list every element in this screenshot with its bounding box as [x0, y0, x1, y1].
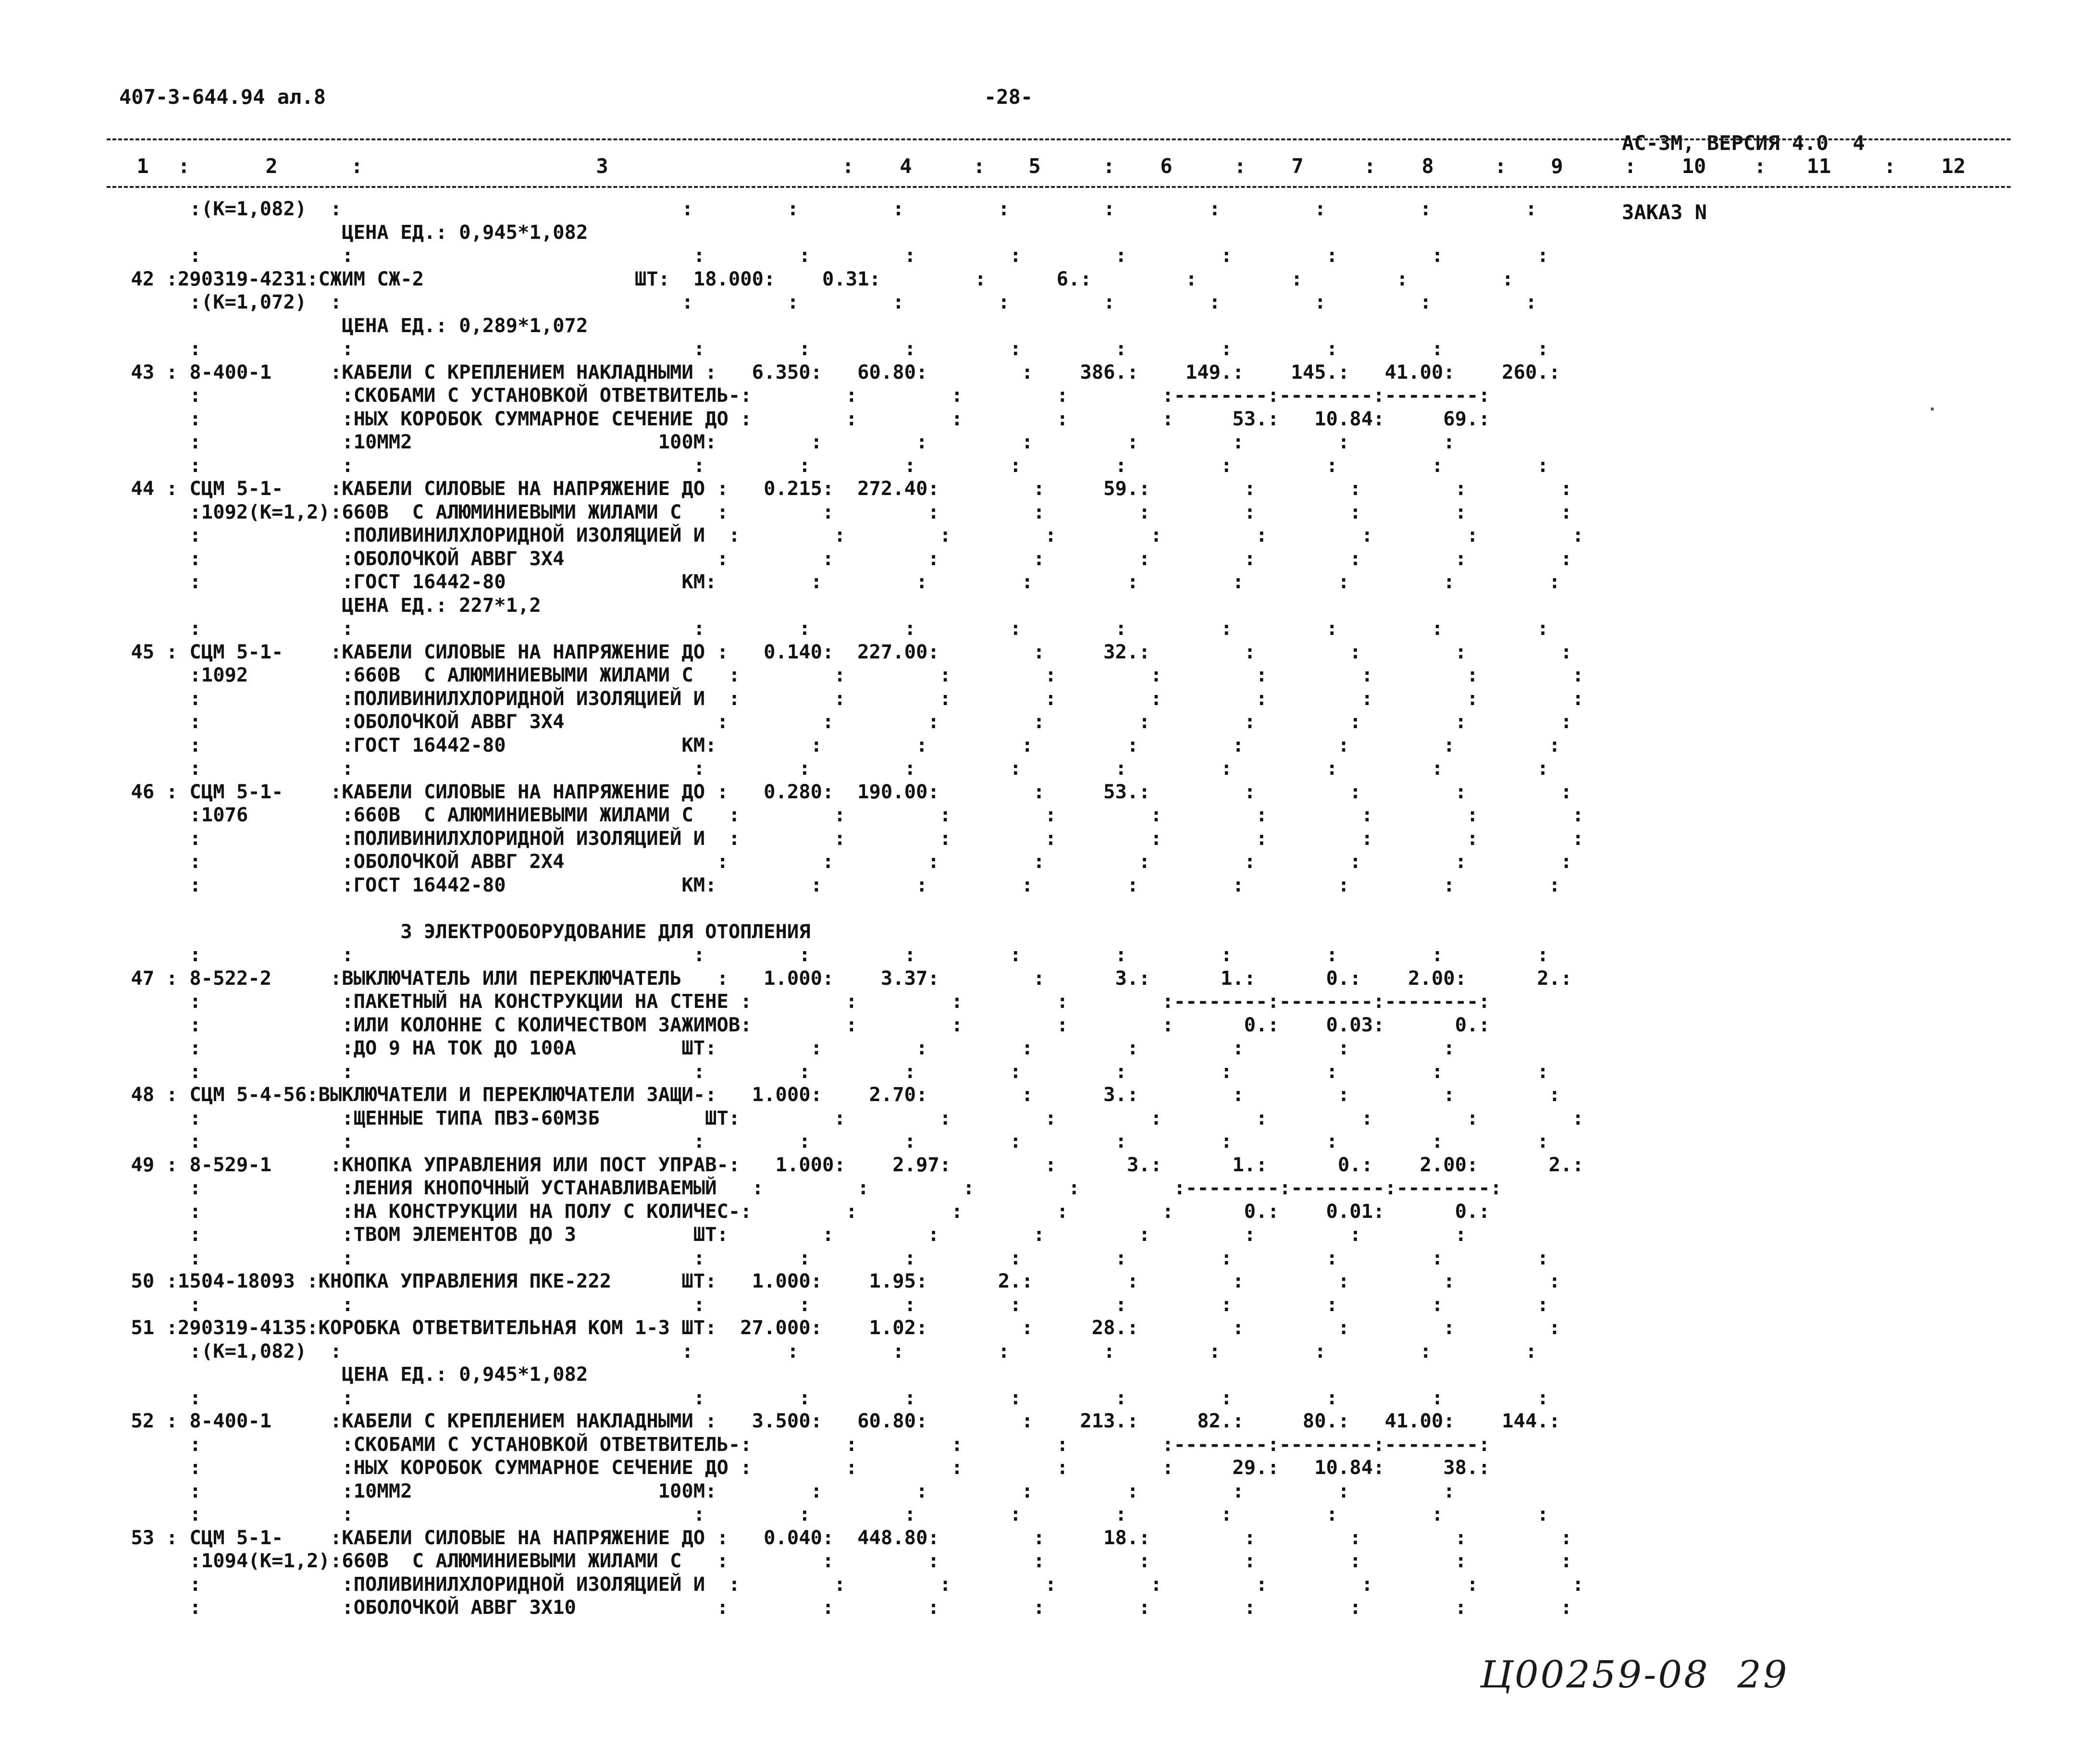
table-line: : :ПОЛИВИНИЛХЛОРИДНОЙ ИЗОЛЯЦИЕЙ И : : : : : : : : :	[119, 826, 1584, 850]
column-number: 6	[1160, 154, 1173, 178]
table-line: : :ПОЛИВИНИЛХЛОРИДНОЙ ИЗОЛЯЦИЕЙ И : : : : : : : : :	[119, 1572, 1584, 1596]
table-line: : :ДО 9 НА ТОК ДО 100А ШТ: : : : : : : :	[119, 1036, 1455, 1059]
table-line: : :ОБОЛОЧКОЙ АВВГ 3Х4 : : : : : : : : :	[119, 710, 1572, 733]
table-line: 49 : 8-529-1 :КНОПКА УПРАВЛЕНИЯ ИЛИ ПОСТ УПРАВ-: 1.000: 2.97: : 3.: 1.: 0.: 2.00: 2.:	[119, 1153, 1584, 1176]
column-number: 8	[1421, 154, 1434, 178]
table-line: ЦЕНА ЕД.: 0,945*1,082	[119, 1363, 588, 1386]
table-line: 52 : 8-400-1 :КАБЕЛИ С КРЕПЛЕНИЕМ НАКЛАДНЫМИ : 3.500: 60.80: : 213.: 82.: 80.: 41.00: 144.:	[119, 1409, 1561, 1432]
table-line: : :ГОСТ 16442-80 КМ: : : : : : : : :	[119, 733, 1561, 756]
column-separator: :	[1495, 154, 1507, 178]
table-line: : :НЫХ КОРОБОК СУММАРНОЕ СЕЧЕНИЕ ДО : : : : : 29.: 10.84: 38.:	[119, 1456, 1490, 1479]
scan-speck	[1931, 408, 1934, 410]
table-line: 53 : СЦМ 5-1- :КАБЕЛИ СИЛОВЫЕ НА НАПРЯЖЕНИЕ ДО : 0.040: 448.80: : 18.: : : : :	[119, 1525, 1572, 1549]
system-version-line1: АС-3М, ВЕРСИЯ 4.0 4	[1622, 131, 1865, 155]
table-line: : : : : : : : : : : :	[119, 943, 1549, 966]
table-line: : : : : : : : : : : :	[119, 1292, 1549, 1316]
table-line: :(К=1,082) : : : : : : : : : :	[119, 197, 1537, 220]
column-separator: :	[973, 154, 986, 178]
column-number: 12	[1941, 154, 1966, 178]
table-line: : :ЩЕННЫЕ ТИПА ПВЗ-60М3Б ШТ: : : : : : : : :	[119, 1106, 1584, 1129]
column-number: 7	[1291, 154, 1304, 178]
table-line: :(К=1,082) : : : : : : : : : :	[119, 1339, 1537, 1363]
column-separator: :	[351, 154, 363, 178]
table-line: : :ГОСТ 16442-80 КМ: : : : : : : : :	[119, 873, 1561, 896]
table-line: :1092(К=1,2):660В С АЛЮМИНИЕВЫМИ ЖИЛАМИ С : : : : : : : : :	[119, 500, 1572, 523]
column-separator: :	[178, 154, 190, 178]
table-line: : :ОБОЛОЧКОЙ АВВГ 2Х4 : : : : : : : : :	[119, 850, 1572, 873]
table-line: : :10ММ2 100М: : : : : : : :	[119, 1479, 1455, 1502]
table-line: :(К=1,072) : : : : : : : : : :	[119, 290, 1537, 313]
column-number: 9	[1551, 154, 1563, 178]
table-line: : :10ММ2 100М: : : : : : : :	[119, 430, 1455, 453]
column-number: 4	[900, 154, 912, 178]
table-header-rule	[107, 186, 2011, 188]
table-line: : : : : : : : : : : :	[119, 1129, 1549, 1153]
column-numbers-row	[0, 155, 2100, 182]
table-line: 51 :290319-4135:КОРОБКА ОТВЕТВИТЕЛЬНАЯ КОМ 1-3 ШТ: 27.000: 1.02: : 28.: : : : :	[119, 1316, 1561, 1339]
table-line: :1094(К=1,2):660В С АЛЮМИНИЕВЫМИ ЖИЛАМИ С : : : : : : : : :	[119, 1549, 1572, 1572]
table-line: : : : : : : : : : : :	[119, 756, 1549, 780]
column-number: 5	[1028, 154, 1041, 178]
column-number: 11	[1806, 154, 1831, 178]
table-line: : :ПАКЕТНЫЙ НА КОНСТРУКЦИИ НА СТЕНЕ : : : : :--------:--------:--------:	[119, 990, 1490, 1013]
table-line: : :НА КОНСТРУКЦИИ НА ПОЛУ С КОЛИЧЕС-: : : : : 0.: 0.01: 0.:	[119, 1199, 1490, 1223]
table-line: :1076 :660В С АЛЮМИНИЕВЫМИ ЖИЛАМИ С : : : : : : : : :	[119, 803, 1584, 826]
table-line: 44 : СЦМ 5-1- :КАБЕЛИ СИЛОВЫЕ НА НАПРЯЖЕНИЕ ДО : 0.215: 272.40: : 59.: : : : :	[119, 477, 1572, 500]
table-top-rule	[107, 138, 2011, 140]
column-separator: :	[842, 154, 854, 178]
table-line: : :СКОБАМИ С УСТАНОВКОЙ ОТВЕТВИТЕЛЬ-: : : : :--------:--------:--------:	[119, 1432, 1490, 1456]
column-number: 3	[596, 154, 608, 178]
handwritten-note: Ц00259-08 29	[1480, 1653, 1789, 1697]
table-line: : :ОБОЛОЧКОЙ АВВГ 3Х4 : : : : : : : : :	[119, 546, 1572, 570]
table-line: 48 : СЦМ 5-4-56:ВЫКЛЮЧАТЕЛИ И ПЕРЕКЛЮЧАТЕЛИ ЗАЩИ-: 1.000: 2.70: : 3.: : : : :	[119, 1083, 1561, 1106]
table-line	[119, 896, 2013, 920]
column-separator: :	[1624, 154, 1637, 178]
table-line: ЦЕНА ЕД.: 0,289*1,072	[119, 313, 588, 337]
table-line: : :СКОБАМИ С УСТАНОВКОЙ ОТВЕТВИТЕЛЬ-: : : : :--------:--------:--------:	[119, 384, 1490, 407]
table-line: :1092 :660В С АЛЮМИНИЕВЫМИ ЖИЛАМИ С : : : : : : : : :	[119, 663, 1584, 686]
column-separator: :	[1754, 154, 1766, 178]
table-line: : :ТВОМ ЭЛЕМЕНТОВ ДО 3 ШТ: : : : : : : :	[119, 1223, 1467, 1246]
table-line: : : : : : : : : : : :	[119, 244, 1549, 267]
table-line: 50 :1504-18093 :КНОПКА УПРАВЛЕНИЯ ПКЕ-222 ШТ: 1.000: 1.95: 2.: : : : : :	[119, 1269, 1561, 1292]
table-line: 3 ЭЛЕКТРООБОРУДОВАНИЕ ДЛЯ ОТОПЛЕНИЯ	[119, 919, 811, 943]
table-line: 45 : СЦМ 5-1- :КАБЕЛИ СИЛОВЫЕ НА НАПРЯЖЕНИЕ ДО : 0.140: 227.00: : 32.: : : : :	[119, 640, 1572, 663]
table-line: : : : : : : : : : : :	[119, 1386, 1549, 1409]
table-line: : :ОБОЛОЧКОЙ АВВГ 3Х10 : : : : : : : : :	[119, 1596, 1572, 1619]
column-separator: :	[1234, 154, 1247, 178]
table-line: : :ГОСТ 16442-80 КМ: : : : : : : : :	[119, 570, 1561, 593]
table-line: : : : : : : : : : : :	[119, 1059, 1549, 1083]
table-line: : :ИЛИ КОЛОННЕ С КОЛИЧЕСТВОМ ЗАЖИМОВ: : : : : 0.: 0.03: 0.:	[119, 1013, 1490, 1036]
table-line: : : : : : : : : : : :	[119, 453, 1549, 477]
column-separator: :	[1364, 154, 1376, 178]
document-code: 407-3-644.94 ал.8	[119, 85, 326, 109]
order-number-label: ЗАКАЗ N	[1622, 200, 1707, 224]
table-line: : : : : : : : : : : :	[119, 1246, 1549, 1269]
table-line: 42 :290319-4231:СЖИМ СЖ-2 ШТ: 18.000: 0.31: : 6.: : : : :	[119, 267, 1514, 290]
table-line: : :НЫХ КОРОБОК СУММАРНОЕ СЕЧЕНИЕ ДО : : : : : 53.: 10.84: 69.:	[119, 407, 1490, 430]
table-line: 43 : 8-400-1 :КАБЕЛИ С КРЕПЛЕНИЕМ НАКЛАДНЫМИ : 6.350: 60.80: : 386.: 149.: 145.: 41.00: 260.:	[119, 360, 1561, 384]
table-line: : :ЛЕНИЯ КНОПОЧНЫЙ УСТАНАВЛИВАЕМЫЙ : : : : :--------:--------:--------:	[119, 1176, 1502, 1199]
page-number: -28-	[984, 85, 1033, 109]
table-line: : :ПОЛИВИНИЛХЛОРИДНОЙ ИЗОЛЯЦИЕЙ И : : : : : : : : :	[119, 523, 1584, 546]
estimate-table-body	[119, 197, 2013, 1619]
table-line: 46 : СЦМ 5-1- :КАБЕЛИ СИЛОВЫЕ НА НАПРЯЖЕНИЕ ДО : 0.280: 190.00: : 53.: : : : :	[119, 780, 1572, 803]
column-number: 10	[1681, 154, 1706, 178]
column-number: 1	[136, 154, 149, 178]
column-number: 2	[265, 154, 278, 178]
table-line: ЦЕНА ЕД.: 227*1,2	[119, 593, 541, 617]
column-separator: :	[1103, 154, 1115, 178]
table-line: : : : : : : : : : : :	[119, 337, 1549, 360]
table-line: : : : : : : : : : : :	[119, 617, 1549, 640]
table-line: 47 : 8-522-2 :ВЫКЛЮЧАТЕЛЬ ИЛИ ПЕРЕКЛЮЧАТЕЛЬ : 1.000: 3.37: : 3.: 1.: 0.: 2.00: 2.:	[119, 966, 1572, 990]
table-line: : : : : : : : : : : :	[119, 1502, 1549, 1525]
table-line: ЦЕНА ЕД.: 0,945*1,082	[119, 220, 588, 244]
table-line: : :ПОЛИВИНИЛХЛОРИДНОЙ ИЗОЛЯЦИЕЙ И : : : : : : : : :	[119, 686, 1584, 710]
column-separator: :	[1884, 154, 1896, 178]
